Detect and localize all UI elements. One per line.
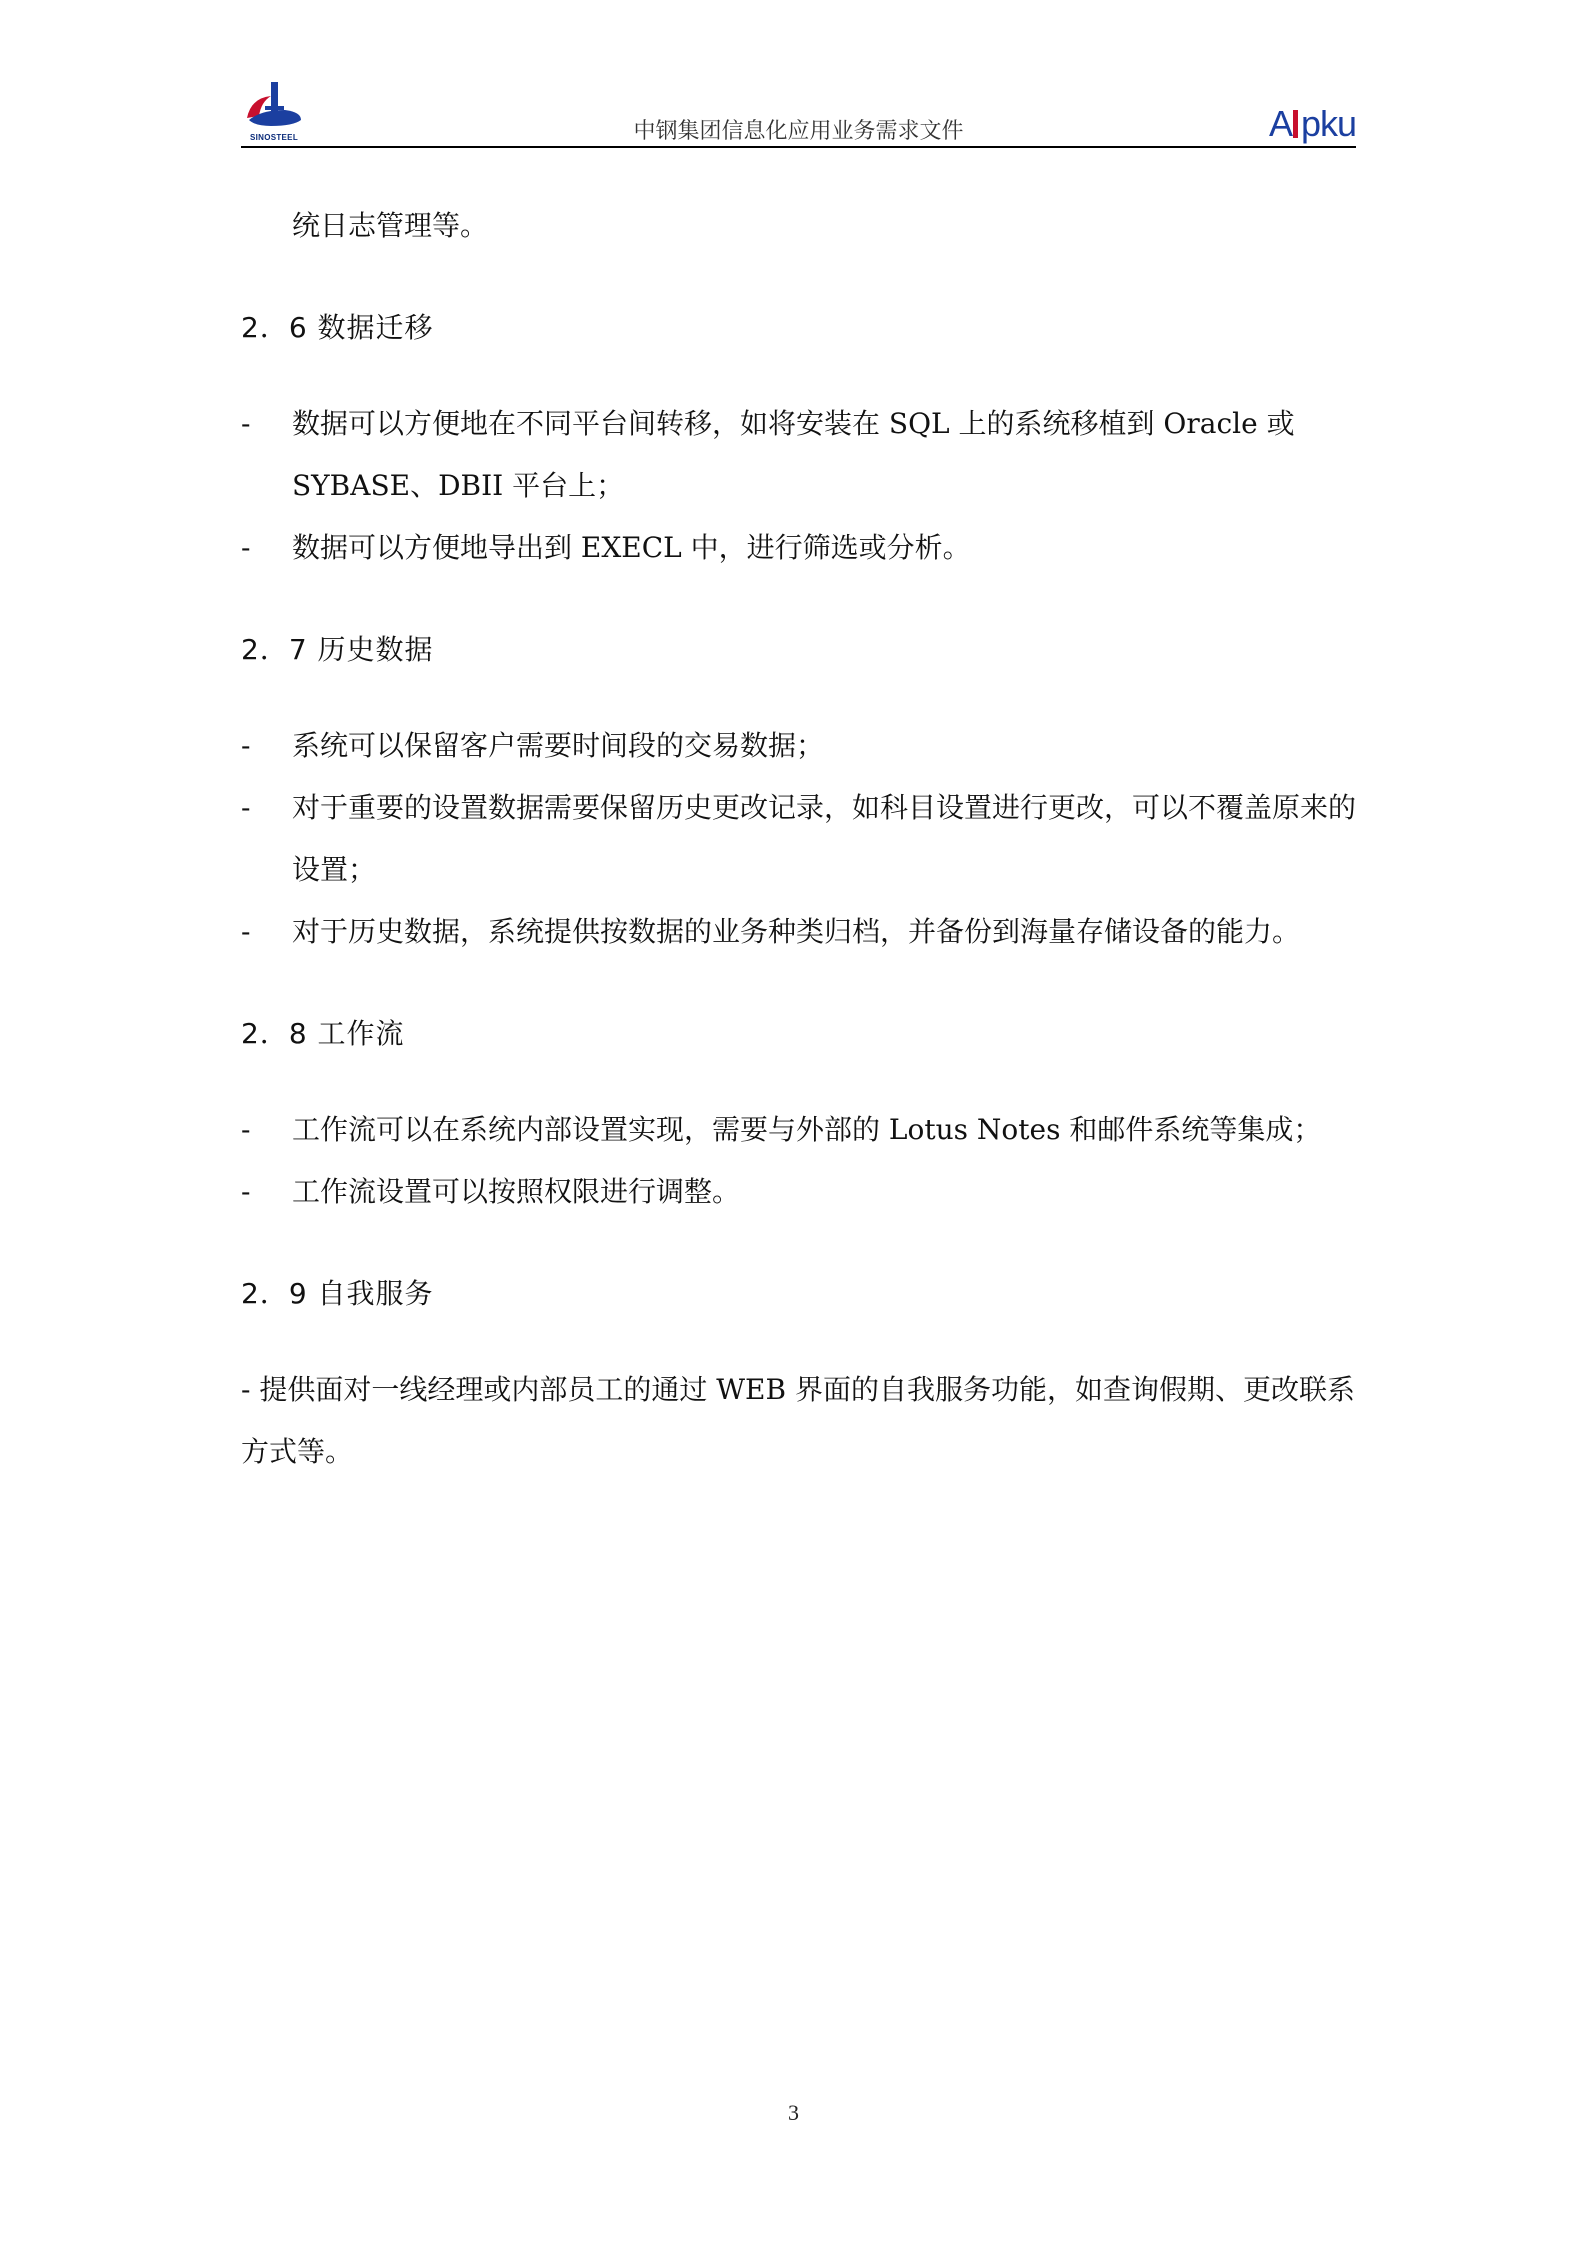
aipku-logo-a: A: [1268, 103, 1292, 144]
page-number: 3: [788, 2100, 799, 2125]
continuation-text: 统日志管理等。: [292, 209, 489, 242]
list-item: [241, 517, 1356, 579]
list-item-text: 工作流设置可以按照权限进行调整。: [292, 1175, 741, 1208]
bullet-dash: -: [241, 729, 251, 762]
self-service-paragraph: - 提供面对一线经理或内部员工的通过 WEB 界面的自我服务功能，如查询假期、更改联系方式等。: [241, 1373, 1355, 1468]
aipku-logo-rest: pku: [1300, 103, 1356, 144]
sinosteel-logo-caption: SINOSTEEL: [249, 133, 299, 142]
bullet-dash: -: [241, 1175, 251, 1208]
list-item-text: 系统可以保留客户需要时间段的交易数据；: [292, 729, 825, 762]
list-item-text: 数据可以方便地导出到 EXECL 中，进行筛选或分析。: [292, 531, 971, 564]
bullet-dash: -: [241, 915, 251, 948]
header-title: 中钢集团信息化应用业务需求文件: [633, 119, 964, 144]
section-title-2-8: 2．8 工作流: [241, 1017, 405, 1050]
bullet-dash: -: [241, 407, 251, 440]
header-rule: [241, 146, 1356, 148]
aipku-logo: [1268, 103, 1356, 144]
aipku-logo-bar: [1293, 110, 1298, 138]
bullet-dash: -: [241, 791, 251, 824]
list-item: [241, 901, 1356, 963]
list-item: [241, 1161, 1356, 1223]
page-header: [241, 80, 1356, 148]
list-item-text: 工作流可以在系统内部设置实现，需要与外部的 Lotus Notes 和邮件系统等集成；: [292, 1113, 1322, 1146]
list-item: [241, 715, 1356, 777]
section-title-2-6: 2．6 数据迁移: [241, 311, 434, 344]
list-item: [241, 777, 1356, 901]
bullet-dash: -: [241, 531, 251, 564]
document-body: [241, 195, 1356, 1483]
list-item-text: 数据可以方便地在不同平台间转移，如将安装在 SQL 上的系统移植到 Oracle 或 SYBASE、DBII 平台上；: [292, 407, 1295, 502]
section-title-2-7: 2．7 历史数据: [241, 633, 434, 666]
list-item-text: 对于重要的设置数据需要保留历史更改记录，如科目设置进行更改，可以不覆盖原来的设置；: [292, 791, 1357, 886]
list-item: [241, 393, 1356, 517]
bullet-dash: -: [241, 1113, 251, 1146]
section-title-2-9: 2．9 自我服务: [241, 1277, 434, 1310]
list-item: [241, 1099, 1356, 1161]
list-item-text: 对于历史数据，系统提供按数据的业务种类归档，并备份到海量存储设备的能力。: [292, 915, 1301, 948]
